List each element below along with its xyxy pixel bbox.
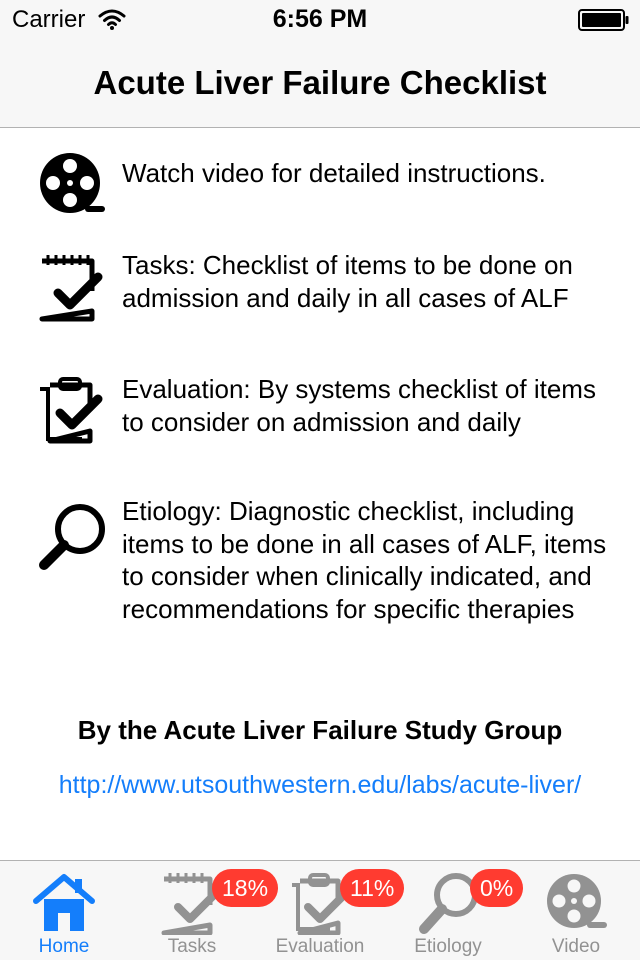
tab-etiology[interactable] (384, 861, 512, 960)
study-group-link[interactable]: http://www.utsouthwestern.edu/labs/acute-liver/ (58, 771, 582, 799)
evaluation-progress-badge: 11% (340, 869, 404, 907)
tab-evaluation[interactable] (256, 861, 395, 960)
tab-home[interactable] (0, 861, 128, 960)
tab-home-label: Home (38, 936, 90, 957)
tab-video[interactable] (512, 861, 640, 960)
home-content (0, 129, 640, 860)
tab-tasks[interactable] (128, 861, 269, 960)
battery-icon (578, 8, 630, 32)
tab-video-label: Video (551, 936, 601, 957)
film-reel-icon (544, 871, 608, 935)
credit-text: By the Acute Liver Failure Study Group (77, 715, 563, 745)
tab-evaluation-label: Evaluation (275, 936, 365, 957)
clipboard-check-icon (36, 375, 108, 447)
film-reel-icon (36, 149, 108, 221)
home-icon (32, 871, 96, 935)
status-bar (0, 0, 640, 40)
page-title: Acute Liver Failure Checklist (93, 64, 547, 101)
tab-etiology-label: Etiology (414, 936, 482, 957)
tab-tasks-label: Tasks (167, 936, 217, 957)
magnifier-icon (36, 501, 108, 573)
evaluation-description: Evaluation: By systems checklist of items to consider on admission and daily (122, 374, 596, 437)
navigation-bar (0, 40, 640, 128)
etiology-description: Etiology: Diagnostic checklist, including items to be done in all cases of ALF, items to consider when clinically indicated, and recommendations for specific therapies (122, 496, 607, 624)
etiology-progress-badge: 0% (470, 869, 523, 907)
carrier-label: Carrier (12, 6, 86, 33)
tasks-progress-badge: 18% (212, 869, 278, 907)
tab-bar (0, 860, 640, 960)
tasks-description: Tasks: Checklist of items to be done on admission and daily in all cases of ALF (122, 250, 573, 313)
video-description: Watch video for detailed instructions. (122, 158, 546, 188)
calendar-check-icon (36, 253, 108, 325)
clock-label: 6:56 PM (272, 5, 368, 33)
